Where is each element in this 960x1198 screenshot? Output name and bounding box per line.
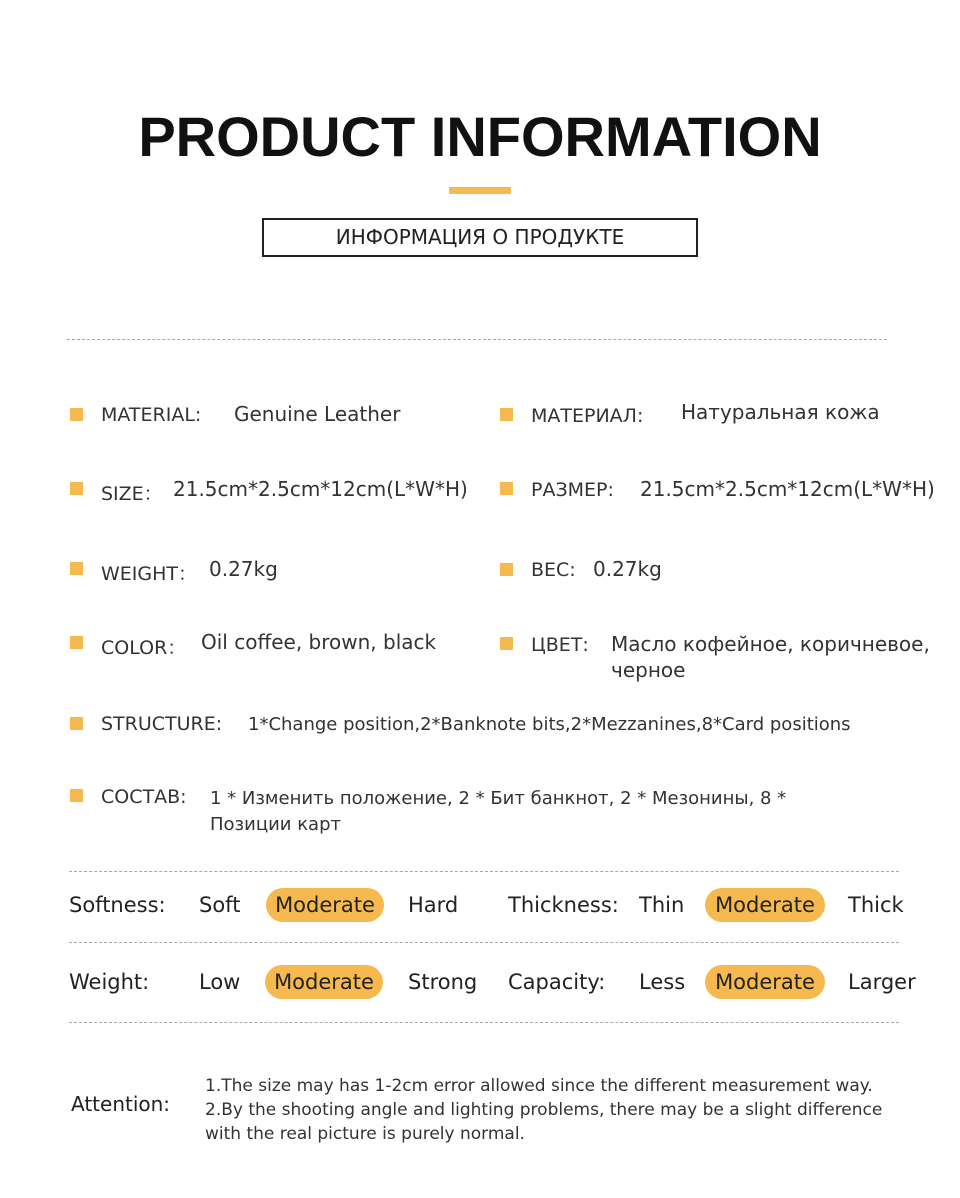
bullet-icon bbox=[70, 789, 83, 802]
scale-option-less: Less bbox=[639, 970, 686, 994]
spec-label-color-ru: ЦВЕТ: bbox=[531, 634, 589, 656]
bullet-icon bbox=[70, 408, 83, 421]
spec-value-weight: 0.27kg bbox=[209, 557, 278, 581]
attention-note-2: 2.By the shooting angle and lighting problems, there may be a slight difference with the real picture is purely normal. bbox=[205, 1100, 883, 1144]
spec-label-weight: WEIGHT： bbox=[101, 563, 198, 585]
spec-value-color: Oil coffee, brown, black bbox=[201, 630, 437, 654]
scale-option-moderate-selected: Moderate bbox=[266, 888, 384, 922]
title-accent-bar bbox=[449, 187, 511, 194]
bullet-icon bbox=[70, 482, 83, 495]
scale-label-weight: Weight: bbox=[69, 970, 150, 994]
scale-option-thick: Thick bbox=[848, 893, 904, 917]
bullet-icon bbox=[500, 482, 513, 495]
attention-label: Attention: bbox=[71, 1092, 171, 1116]
spec-label-material: MATERIAL: bbox=[101, 404, 202, 426]
scale-option-larger: Larger bbox=[848, 970, 916, 994]
scale-option-low: Low bbox=[199, 970, 241, 994]
scale-option-moderate-selected: Moderate bbox=[705, 965, 825, 999]
scale-option-strong: Strong bbox=[408, 970, 478, 994]
page-title: PRODUCT INFORMATION bbox=[138, 105, 822, 168]
scale-option-soft: Soft bbox=[199, 893, 241, 917]
scale-label-capacity: Capacity: bbox=[508, 970, 606, 994]
divider bbox=[69, 942, 899, 943]
scale-label-softness: Softness: bbox=[69, 893, 166, 917]
spec-value-weight-ru: 0.27kg bbox=[593, 557, 662, 581]
spec-label-size: SIZE： bbox=[101, 483, 163, 505]
spec-value-size: 21.5cm*2.5cm*12cm(L*W*H) bbox=[173, 477, 468, 501]
spec-label-weight-ru: ВЕС: bbox=[531, 559, 576, 581]
attention-note-1: 1.The size may has 1-2cm error allowed since the different measurement way. bbox=[205, 1076, 873, 1096]
divider bbox=[69, 1022, 899, 1023]
spec-value-material-ru: Натуральная кожа bbox=[681, 400, 880, 424]
spec-label-structure: STRUCTURE: bbox=[101, 713, 223, 735]
scale-option-thin: Thin bbox=[639, 893, 685, 917]
divider-top bbox=[67, 339, 887, 340]
bullet-icon bbox=[70, 636, 83, 649]
scale-option-moderate-selected: Moderate bbox=[705, 888, 825, 922]
divider bbox=[69, 871, 899, 872]
bullet-icon bbox=[500, 637, 513, 650]
spec-label-color: COLOR： bbox=[101, 637, 187, 659]
spec-label-composition: СОСТАВ: bbox=[101, 786, 187, 808]
spec-value-structure: 1*Change position,2*Banknote bits,2*Mezzanines,8*Card positions bbox=[248, 714, 851, 735]
scale-option-hard: Hard bbox=[408, 893, 459, 917]
bullet-icon bbox=[70, 562, 83, 575]
page-subtitle: ИНФОРМАЦИЯ О ПРОДУКТЕ bbox=[262, 218, 698, 257]
bullet-icon bbox=[500, 408, 513, 421]
spec-value-composition: 1 * Изменить положение, 2 * Бит банкнот, 2 * Мезонины, 8 * Позиции карт bbox=[210, 788, 787, 835]
spec-value-size-ru: 21.5cm*2.5cm*12cm(L*W*H) bbox=[640, 477, 935, 501]
bullet-icon bbox=[500, 563, 513, 576]
spec-label-material-ru: МАТЕРИАЛ: bbox=[531, 405, 644, 427]
spec-label-size-ru: РАЗМЕР: bbox=[531, 479, 614, 501]
scale-label-thickness: Thickness: bbox=[508, 893, 619, 917]
scale-option-moderate-selected: Moderate bbox=[265, 965, 383, 999]
bullet-icon bbox=[70, 717, 83, 730]
spec-value-color-ru: Масло кофейное, коричневое, черное bbox=[611, 632, 930, 682]
spec-value-material: Genuine Leather bbox=[234, 402, 401, 426]
